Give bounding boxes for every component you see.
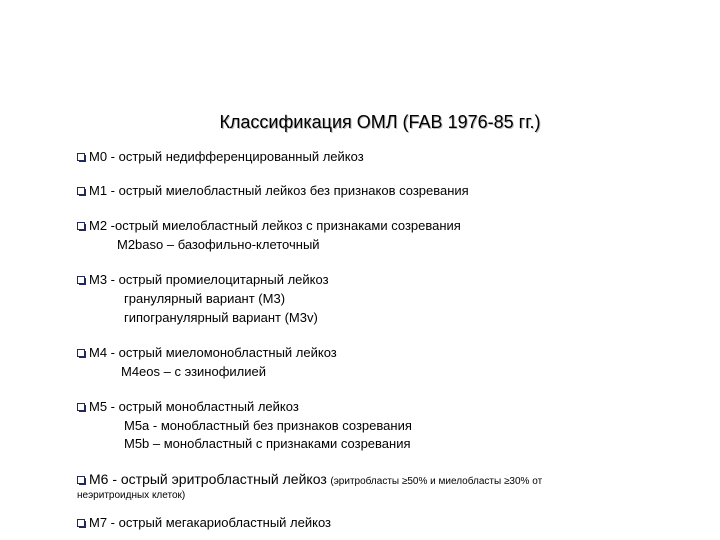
list-item-m7 [77,515,331,531]
list-item-m4 [77,345,337,361]
checkbox-bullet-icon [77,153,86,162]
item-note: (эритробласты ≥50% и миелобласты ≥30% от [330,476,543,487]
sub-item-m3v: гипогранулярный вариант (M3v) [124,310,318,325]
item-text: М7 - острый мегакариобластный лейкоз [89,515,332,530]
checkbox-bullet-icon [77,349,86,358]
checkbox-bullet-icon [77,187,86,196]
item-note-continuation: неэритроидных клеток) [77,490,186,501]
list-item-m5 [77,399,299,415]
checkbox-bullet-icon [77,519,86,528]
item-text: М2 -острый миелобластный лейкоз с признаками созревания [89,218,461,233]
sub-item-m3-granular: гранулярный вариант (М3) [124,291,286,306]
checkbox-bullet-icon [77,222,86,231]
item-text: М1 - острый миелобластный лейкоз без признаков созревания [89,183,469,198]
checkbox-bullet-icon [77,403,86,412]
item-text: М6 - острый эритробластный лейкоз [89,471,327,487]
item-text: М5 - острый монобластный лейкоз [89,399,299,414]
item-text: М3 - острый промиелоцитарный лейкоз [89,272,329,287]
checkbox-bullet-icon [77,276,86,285]
list-item-m0 [77,149,364,165]
list-item-m2 [77,218,461,234]
checkbox-bullet-icon [77,476,86,485]
list-item-m3 [77,272,329,288]
list-item-m1 [77,183,469,199]
item-text: М4 - острый миеломонобластный лейкоз [89,345,337,360]
sub-item-m5b: M5b – монобластный с признаками созревания [124,436,411,451]
sub-item-m2baso: M2baso – базофильно-клеточный [117,237,320,252]
slide-title: Классификация ОМЛ (FAB 1976-85 гг.) [219,112,541,132]
sub-item-m5a: M5a - монобластный без признаков созревания [124,418,412,433]
sub-item-m4eos: M4eos – с эзинофилией [121,364,266,379]
item-text: М0 - острый недифференцированный лейкоз [89,149,364,164]
